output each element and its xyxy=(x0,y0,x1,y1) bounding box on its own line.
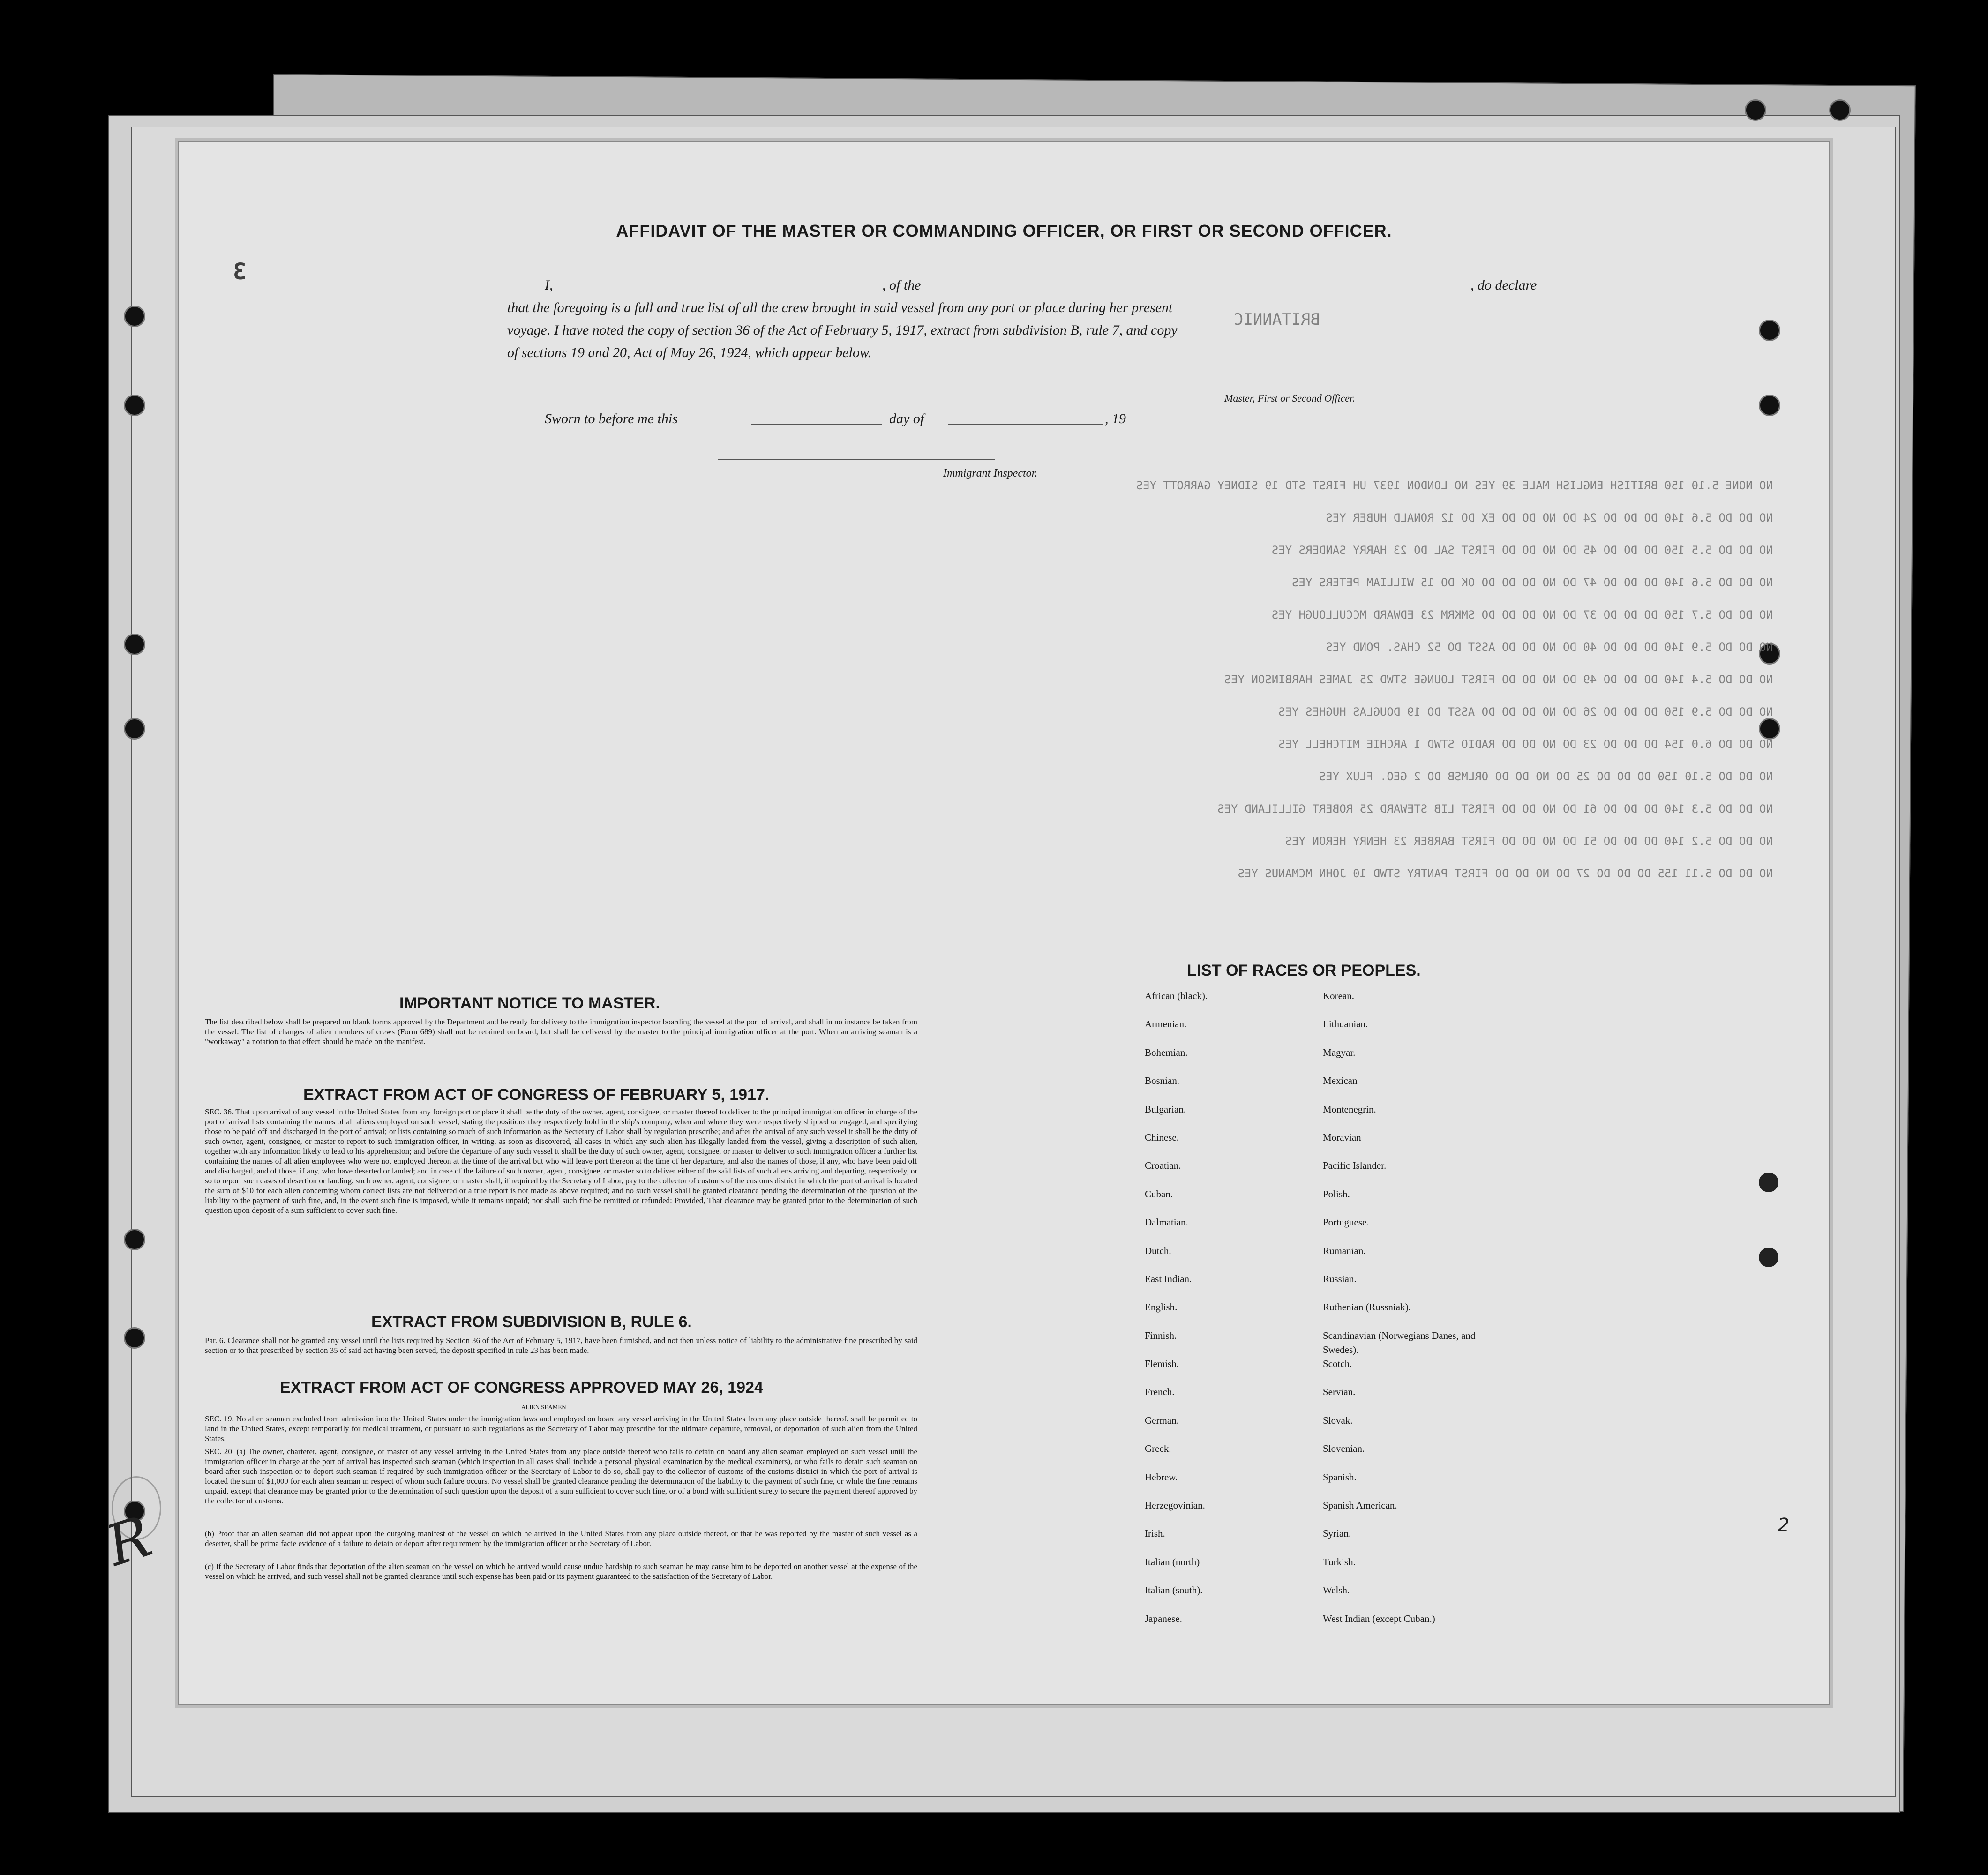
bleed-through-row: NO DO DO 5.9 150 DO DO DO 26 DO NO DO DO DO ASST DO 19 DOUGLAS HUGHES YES xyxy=(1278,705,1773,718)
race-entry-col1: Croatian. xyxy=(1145,1160,1181,1172)
race-entry-col2: Polish. xyxy=(1323,1188,1350,1200)
bleed-through-row: NO DO DO 5.5 150 DO DO DO 45 DO NO DO DO FIRST SAL DO 23 HARRY SANDERS YES xyxy=(1271,544,1773,557)
race-entry-col1: Herzegovinian. xyxy=(1145,1500,1205,1511)
binder-hole-icon xyxy=(1759,718,1780,740)
bleed-through-row: NO DO DO 5.6 140 DO DO DO 24 DO NO DO DO EX DO 12 RONALD HUBER YES xyxy=(1326,511,1773,524)
race-entry-col1: German. xyxy=(1145,1414,1179,1426)
extract-1924-sec19: SEC. 19. No alien seaman excluded from admission into the United States under the immigration laws and employed on board any vessel arriving in the United States from any place outside thereof, shall be permitted to land in the United States, except temporarily for medical treatment, or pursuant to such regulations as the Secretary of Labor may prescribe for the ultimate departure, removal, or deportation of such alien from the United States. xyxy=(205,1414,917,1443)
binder-hole-icon xyxy=(1759,320,1780,341)
bleed-through-row: NO DO DO 5.7 150 DO DO DO 37 DO NO DO DO DO SMKRM 23 EDWARD MCCULLOUGH YES xyxy=(1271,608,1773,621)
race-entry-col2: Korean. xyxy=(1323,990,1355,1001)
race-entry-col2: Scandinavian (Norwegians Danes, and Swedes). xyxy=(1323,1330,1476,1355)
binder-hole-icon xyxy=(124,1229,145,1250)
binder-hole-icon xyxy=(1829,99,1851,121)
race-entry-col2: Slovenian. xyxy=(1323,1443,1365,1455)
affidavit-title: AFFIDAVIT OF THE MASTER OR COMMANDING OFFICER, OR FIRST OR SECOND OFFICER. xyxy=(616,221,1392,240)
affidavit-line-3: voyage. I have noted the copy of section 36 of the Act of February 5, 1917, extract from subdivision B, rule 7, and copy xyxy=(507,322,1178,338)
race-entry-col1: Hebrew. xyxy=(1145,1471,1178,1483)
subdivision-b-title: EXTRACT FROM SUBDIVISION B, RULE 6. xyxy=(371,1313,692,1331)
race-entry-col1: Dalmatian. xyxy=(1145,1217,1188,1228)
race-entry-col1: Bohemian. xyxy=(1145,1046,1188,1058)
race-entry-col2: West Indian (except Cuban.) xyxy=(1323,1613,1435,1624)
extract-1924-title: EXTRACT FROM ACT OF CONGRESS APPROVED MAY 26, 1924 xyxy=(280,1379,763,1397)
affidavit-declare-label: , do declare xyxy=(1470,277,1537,293)
manifest-page xyxy=(178,141,1830,1705)
race-entry-col2: Moravian xyxy=(1323,1131,1361,1143)
race-entry-col2: Spanish. xyxy=(1323,1471,1357,1483)
binder-hole-icon xyxy=(124,395,145,416)
race-entry-col1: Flemish. xyxy=(1145,1358,1179,1370)
binder-hole-icon xyxy=(1759,395,1780,416)
signature-caption: Master, First or Second Officer. xyxy=(1224,392,1355,404)
race-entry-col2: Magyar. xyxy=(1323,1046,1356,1058)
punch-dot-icon xyxy=(1759,1173,1778,1192)
bleed-through-row: NO DO DO 5.10 150 DO DO DO 25 DO NO DO DO ORLMSB DO 2 GEO. FLUX YES xyxy=(1319,770,1773,783)
bleed-through-figure: 3 xyxy=(233,259,247,285)
notice-body: The list described below shall be prepared on blank forms approved by the Department and be ready for delivery to the immigration inspector boarding the vessel at the port of arrival, and shall in no instance be taken from the vessel. The list of changes of alien members of crews (Form 689) shall not be retained on board, but shall be delivered by the master to the principal immigration officer at the port. When an arriving seaman is a "workaway" a notation to that effect should be made on the manifest. xyxy=(205,1017,917,1046)
bleed-through-ship-name: BRITANNIC xyxy=(1234,310,1320,329)
extract-1924-sec20b: (b) Proof that an alien seaman did not appear upon the outgoing manifest of the vessel on which he arrived in the United States from any place outside thereof, or that he was reported by the master of such vessel as a deserter, shall be prima facie evidence of a failure to detain or deport after requirement by the immigration officer or the Secretary of Labor. xyxy=(205,1529,917,1548)
races-title: LIST OF RACES OR PEOPLES. xyxy=(1187,962,1421,979)
punch-dot-icon xyxy=(1759,1248,1778,1267)
subdivision-b-body: Par. 6. Clearance shall not be granted any vessel until the lists required by Section 36 of the Act of February 5, 1917, have been furnished, and not then unless notice of liability to the administrative fine prescribed by said section or to that prescribed by section 35 of said act having been served, the deposit specified in rule 23 has been made. xyxy=(205,1336,917,1355)
bleed-through-row: NO DO DO 5.4 140 DO DO DO 49 DO NO DO DO FIRST LOUNGE STWD 25 JAMES HARBINSON YES xyxy=(1224,673,1773,686)
race-entry-col2: Turkish. xyxy=(1323,1556,1356,1568)
inspector-caption: Immigrant Inspector. xyxy=(943,467,1038,479)
extract-1917-title: EXTRACT FROM ACT OF CONGRESS OF FEBRUARY 5, 1917. xyxy=(303,1086,770,1104)
affidavit-i-label: I, xyxy=(545,277,553,293)
inspector-line xyxy=(718,459,995,460)
race-entry-col1: Italian (south). xyxy=(1145,1584,1203,1596)
bleed-through-row: NO DO DO 5.2 140 DO DO DO 51 DO NO DO DO FIRST BARBER 23 HENRY HERON YES xyxy=(1285,835,1773,848)
race-entry-col1: Japanese. xyxy=(1145,1613,1182,1624)
page-mark: 2 xyxy=(1778,1515,1790,1536)
handwritten-mark: R xyxy=(98,1504,159,1579)
bleed-through-row: NO DO DO 5.11 155 DO DO DO 27 DO NO DO DO FIRST PANTRY STWD 10 JOHN MCMANUS YES xyxy=(1238,867,1773,880)
race-entry-col1: Greek. xyxy=(1145,1443,1171,1455)
bleed-through-row: NO NONE 5.10 150 BRITISH ENGLISH MALE 39 YES NO LONDON 1937 UH FIRST STD 19 SIDNEY GARROTT YES xyxy=(1136,479,1773,492)
binder-hole-icon xyxy=(1745,99,1766,121)
race-entry-col2: Spanish American. xyxy=(1323,1500,1397,1511)
day-of-label: day of xyxy=(889,411,924,426)
races-column-1 xyxy=(1145,989,1323,1640)
race-entry-col2: Scotch. xyxy=(1323,1358,1352,1370)
extract-1924-subtitle: ALIEN SEAMEN xyxy=(521,1404,566,1411)
race-entry-col1: Italian (north) xyxy=(1145,1556,1200,1568)
race-entry-col2: Russian. xyxy=(1323,1273,1357,1285)
affidavit-line-4: of sections 19 and 20, Act of May 26, 1924, which appear below. xyxy=(507,345,872,360)
race-entry-col2: Syrian. xyxy=(1323,1528,1351,1539)
extract-1924-sec20c: (c) If the Secretary of Labor finds that deportation of the alien seaman on the vessel on which he arrived would cause undue hardship to such seaman he may cause him to be deported on another vessel at the expense of the vessel on which he arrived, and such vessel shall not be granted clearance until such expense has been paid or its payment guaranteed to the satisfaction of the Secretary of Labor. xyxy=(205,1562,917,1581)
race-entry-col1: Finnish. xyxy=(1145,1330,1177,1341)
binder-hole-icon xyxy=(124,306,145,327)
binder-hole-icon xyxy=(124,1327,145,1349)
year-label: , 19 xyxy=(1105,411,1126,426)
sworn-month-blank xyxy=(948,424,1103,425)
race-entry-col2: Welsh. xyxy=(1323,1584,1350,1596)
bleed-through-row: NO DO DO 6.0 154 DO DO DO 23 DO NO DO DO RADIO STWD 1 ARCHIE MITCHELL YES xyxy=(1278,738,1773,751)
race-entry-col1: Cuban. xyxy=(1145,1188,1173,1200)
race-entry-col2: Montenegrin. xyxy=(1323,1103,1376,1115)
race-entry-col2: Lithuanian. xyxy=(1323,1018,1368,1030)
race-entry-col2: Servian. xyxy=(1323,1386,1356,1398)
extract-1924-sec20a: SEC. 20. (a) The owner, charterer, agent, consignee, or master of any vessel arriving in the United States from any place outside thereof who fails to detain on board any alien seaman employed on such vessel until the immigration officer in charge at the port of arrival has inspected such seaman (which inspection in all cases shall include a personal physical examination by the medical examiners), or who fails to detain such seaman on board after such inspection or to deport such seaman if required by such immigration officer or the Secretary of Labor to do so, shall pay to the collector of customs of the customs district in which the port of arrival is located the sum of $1,000 for each alien seaman in respect of whom such failure occurs. No vessel shall be granted clearance pending the determination of the liability to the payment of such fine, or while the fine remains unpaid, except that clearance may be granted prior to the determination of such question upon the deposit of a sum sufficient to cover such fine, or of a bond with sufficient surety to secure the payment thereof approved by the collector of customs. xyxy=(205,1447,917,1505)
race-entry-col1: Armenian. xyxy=(1145,1018,1187,1030)
bleed-through-row: NO DO DO 5.9 140 DO DO DO 40 DO NO DO DO ASST DO 52 CHAS. POND YES xyxy=(1326,641,1773,654)
affidavit-of-the-label: , of the xyxy=(882,277,921,293)
race-entry-col1: African (black). xyxy=(1145,990,1208,1001)
race-entry-col1: Dutch. xyxy=(1145,1245,1171,1256)
bleed-through-row: NO DO DO 5.6 140 DO DO DO 47 DO NO DO DO DO OK DO 15 WILLIAM PETERS YES xyxy=(1292,576,1773,589)
race-entry-col2: Mexican xyxy=(1323,1075,1358,1087)
sworn-label: Sworn to before me this xyxy=(545,411,678,426)
race-entry-col1: Bosnian. xyxy=(1145,1075,1180,1087)
race-entry-col2: Pacific Islander. xyxy=(1323,1160,1387,1172)
affidavit-line-2: that the foregoing is a full and true list of all the crew brought in said vessel from any port or place during her present xyxy=(507,300,1173,315)
notice-title: IMPORTANT NOTICE TO MASTER. xyxy=(399,994,660,1012)
race-entry-col1: English. xyxy=(1145,1301,1178,1313)
race-entry-col1: East Indian. xyxy=(1145,1273,1192,1285)
race-entry-col1: Irish. xyxy=(1145,1528,1165,1539)
extract-1917-body: SEC. 36. That upon arrival of any vessel in the United States from any foreign port or place it shall be the duty of the owner, agent, consignee, or master thereof to deliver to the principal immigration officer in charge of the port of arrival lists containing the names of all aliens employed on such vessel, stating the positions they respectively hold in the ship's company, when and where they were respectively shipped or engaged, and specifying those to be paid off and discharged in the port of arrival; or lists containing so much of such information as the Secretary of Labor shall by regulation prescribe; and after the arrival of any such vessel it shall be the duty of such owner, agent, consignee, or master to report to such immigration officer, in writing, as soon as discovered, all cases in which any such alien has illegally landed from the vessel, giving a description of such alien, together with any information likely to lead to his apprehension; and before the departure of any such vessel it shall be the duty of such owner, agent, consignee, or master to deliver to such immigration officer a further list containing the names of all alien employees who were not employed thereon at the time of the arrival but who will leave port thereon at the time of her departure, and also the names of those, if any, who have been paid off and discharged, and of those, if any, who have deserted or landed; and in case of the failure of such owner, agent, consignee, or master so to deliver either of the said lists of such aliens arriving and departing, respectively, or so to report such cases of desertion or landing, such owner, agent, consignee, or master shall, if required by the Secretary of Labor, pay to the collector of customs of the customs district in which the port of arrival is located the sum of $10 for each alien concerning whom correct lists are not delivered or a true report is not made as above required; and no such vessel shall be granted clearance pending the determination of the question of the liability to the payment of such fine, and, in the event such fine is imposed, while it remains unpaid; nor shall such fine be remitted or refunded: Provided, That clearance may be granted prior to the determination of such question upon deposit of a sum sufficient to cover such fine. xyxy=(205,1107,917,1215)
race-entry-col2: Slovak. xyxy=(1323,1414,1353,1426)
race-entry-col1: French. xyxy=(1145,1386,1175,1398)
binder-hole-icon xyxy=(124,634,145,655)
bleed-through-row: NO DO DO 5.3 140 DO DO DO 61 DO NO DO DO FIRST LIB STEWARD 25 ROBERT GILLILAND YES xyxy=(1217,802,1773,815)
race-entry-col2: Rumanian. xyxy=(1323,1245,1366,1256)
race-entry-col2: Ruthenian (Russniak). xyxy=(1323,1301,1411,1313)
races-column-2 xyxy=(1323,989,1478,1640)
race-entry-col1: Bulgarian. xyxy=(1145,1103,1186,1115)
binder-hole-icon xyxy=(124,718,145,740)
race-entry-col1: Chinese. xyxy=(1145,1131,1179,1143)
race-entry-col2: Portuguese. xyxy=(1323,1217,1369,1228)
sworn-day-blank xyxy=(751,424,882,425)
